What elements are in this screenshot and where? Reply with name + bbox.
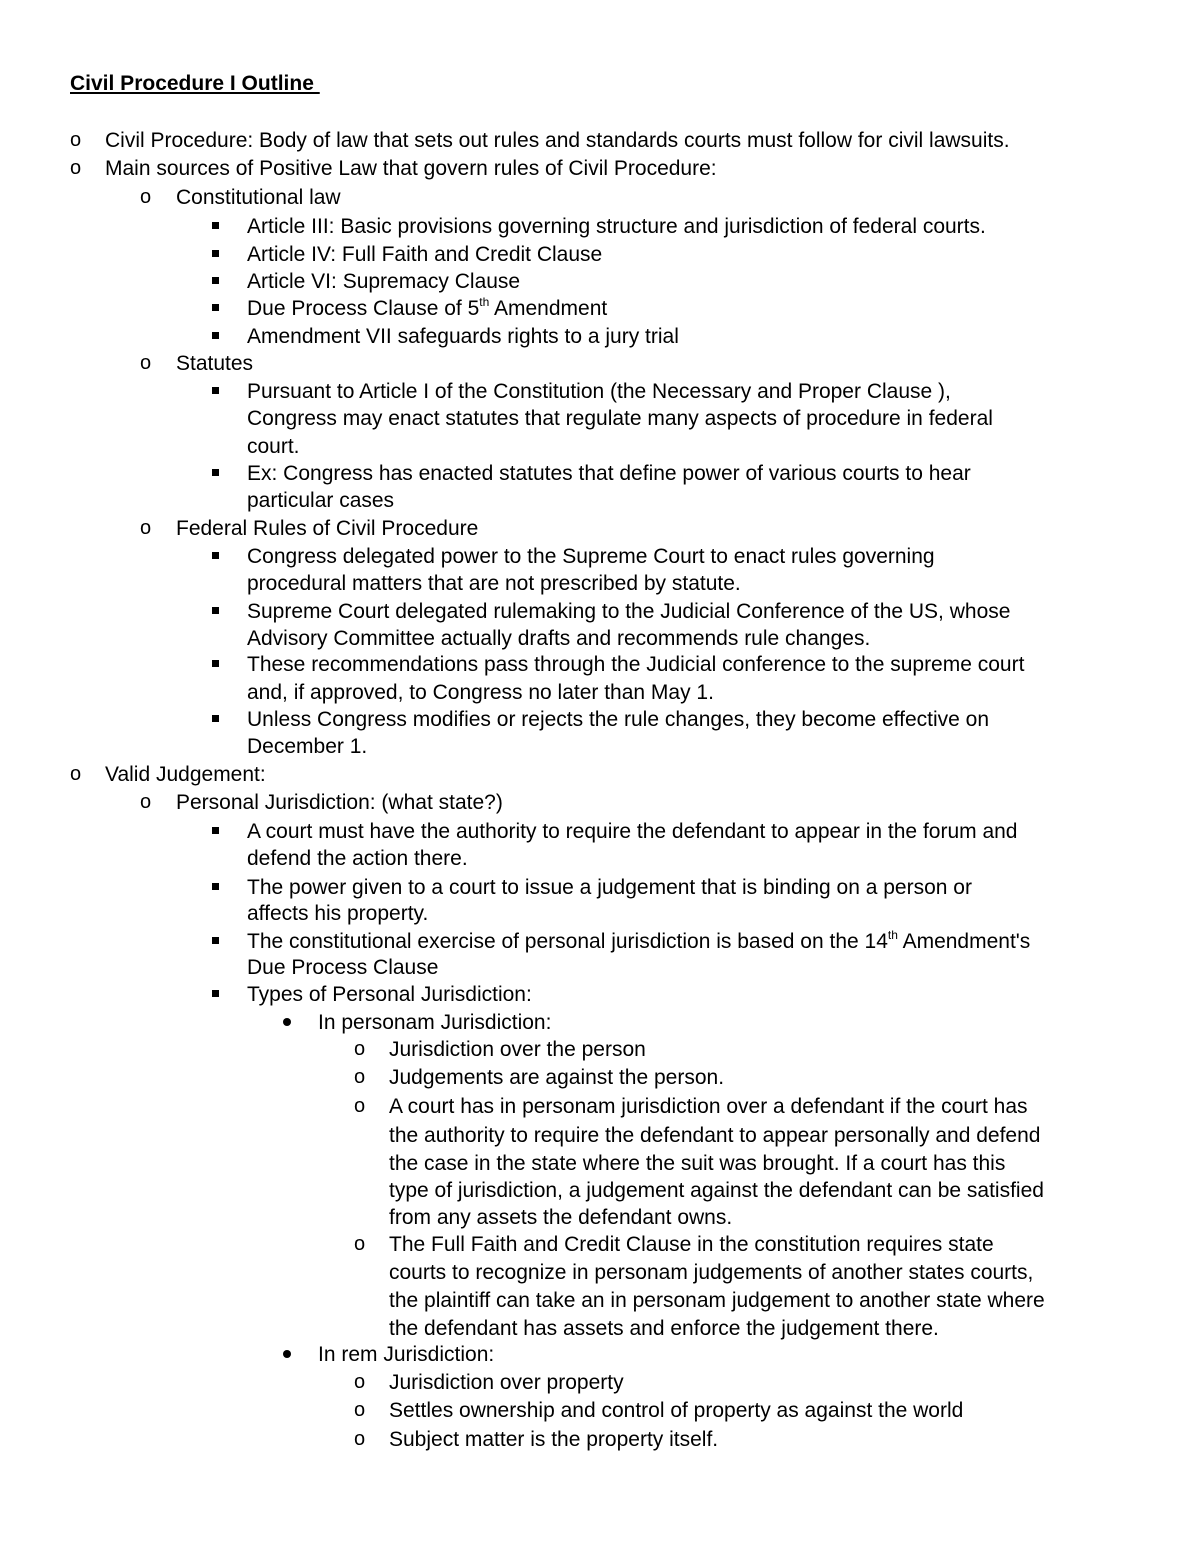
list-item-text: Congress delegated power to the Supreme Court to enact rules governing	[247, 545, 935, 568]
bullet-o-icon: o	[140, 517, 152, 539]
list-item-text: The power given to a court to issue a judgement that is binding on a person or	[247, 876, 972, 899]
list-item-text: defend the action there.	[247, 847, 468, 870]
ordinal-superscript: th	[479, 295, 490, 309]
bullet-o-icon: o	[140, 791, 152, 813]
bullet-o-icon: o	[70, 763, 82, 785]
list-item-text: the authority to require the defendant to appear personally and defend	[389, 1124, 1041, 1147]
list-item-text: Settles ownership and control of property as against the world	[389, 1399, 964, 1422]
bullet-o-icon: o	[354, 1399, 366, 1421]
list-item-text: Ex: Congress has enacted statutes that define power of various courts to hear	[247, 462, 971, 485]
list-item-text: Due Process Clause	[247, 956, 439, 979]
list-item-text: The constitutional exercise of personal jurisdiction is based on the 14th Amendment's	[247, 928, 1031, 953]
list-item-text: court.	[247, 435, 300, 458]
list-item-text: Civil Procedure: Body of law that sets out rules and standards courts must follow for civil lawsuits.	[105, 129, 1010, 152]
list-item-text: Article IV: Full Faith and Credit Clause	[247, 243, 603, 266]
bullet-o-icon: o	[140, 186, 152, 208]
list-item-text: from any assets the defendant owns.	[389, 1206, 733, 1229]
list-item-text: affects his property.	[247, 902, 429, 925]
list-item-text: Supreme Court delegated rulemaking to the Judicial Conference of the US, whose	[247, 600, 1011, 623]
bullet-o-icon: o	[70, 129, 82, 151]
page-title: Civil Procedure I Outline	[70, 72, 320, 95]
list-item-text: Jurisdiction over property	[389, 1371, 624, 1394]
list-item-text: Personal Jurisdiction: (what state?)	[176, 791, 503, 814]
list-item-text: Congress may enact statutes that regulate many aspects of procedure in federal	[247, 407, 993, 430]
list-item-text: Advisory Committee actually drafts and recommends rule changes.	[247, 627, 871, 650]
list-item-text: Unless Congress modifies or rejects the rule changes, they become effective on	[247, 708, 989, 731]
list-item-text: In personam Jurisdiction:	[318, 1011, 552, 1034]
list-item-text: December 1.	[247, 735, 368, 758]
list-item-text: Article III: Basic provisions governing structure and jurisdiction of federal courts.	[247, 215, 986, 238]
list-item-text: Judgements are against the person.	[389, 1066, 725, 1089]
bullet-o-icon: o	[354, 1095, 366, 1117]
bullet-o-icon: o	[354, 1428, 366, 1450]
list-item-text: Main sources of Positive Law that govern rules of Civil Procedure:	[105, 157, 717, 180]
bullet-o-icon: o	[140, 352, 152, 374]
list-item-text: The Full Faith and Credit Clause in the constitution requires state	[389, 1233, 994, 1256]
list-item-text: In rem Jurisdiction:	[318, 1343, 495, 1366]
list-item-text: Statutes	[176, 352, 254, 375]
list-item-text: Due Process Clause of 5th Amendment	[247, 295, 608, 320]
bullet-o-icon: o	[70, 157, 82, 179]
list-item-text: Constitutional law	[176, 186, 341, 209]
list-item-text: Article VI: Supremacy Clause	[247, 270, 521, 293]
bullet-o-icon: o	[354, 1038, 366, 1060]
list-item-text: A court must have the authority to require the defendant to appear in the forum and	[247, 820, 1018, 843]
bullet-o-icon: o	[354, 1233, 366, 1255]
list-item-text: the defendant has assets and enforce the judgement there.	[389, 1317, 939, 1340]
list-item-text: Amendment VII safeguards rights to a jury trial	[247, 325, 679, 348]
list-item-text: the case in the state where the suit was brought. If a court has this	[389, 1152, 1006, 1175]
list-item-text: Types of Personal Jurisdiction:	[247, 983, 532, 1006]
bullet-o-icon: o	[354, 1066, 366, 1088]
list-item-text: Valid Judgement:	[105, 763, 266, 786]
list-item-text: These recommendations pass through the Judicial conference to the supreme court	[247, 653, 1025, 676]
list-item-text: Jurisdiction over the person	[389, 1038, 646, 1061]
list-item-text: the plaintiff can take an in personam judgement to another state where	[389, 1289, 1045, 1312]
list-item-text: courts to recognize in personam judgements of another states courts,	[389, 1261, 1034, 1284]
list-item-text: A court has in personam jurisdiction over a defendant if the court has	[389, 1095, 1028, 1118]
list-item-text: Subject matter is the property itself.	[389, 1428, 719, 1451]
list-item-text: Federal Rules of Civil Procedure	[176, 517, 479, 540]
ordinal-superscript: th	[887, 928, 898, 942]
list-item-text: Pursuant to Article I of the Constitution (the Necessary and Proper Clause ),	[247, 380, 951, 403]
list-item-text: particular cases	[247, 489, 395, 512]
bullet-o-icon: o	[354, 1371, 366, 1393]
list-item-text: procedural matters that are not prescribed by statute.	[247, 572, 741, 595]
list-item-text: and, if approved, to Congress no later than May 1.	[247, 681, 714, 704]
list-item-text: type of jurisdiction, a judgement against the defendant can be satisfied	[389, 1179, 1044, 1202]
